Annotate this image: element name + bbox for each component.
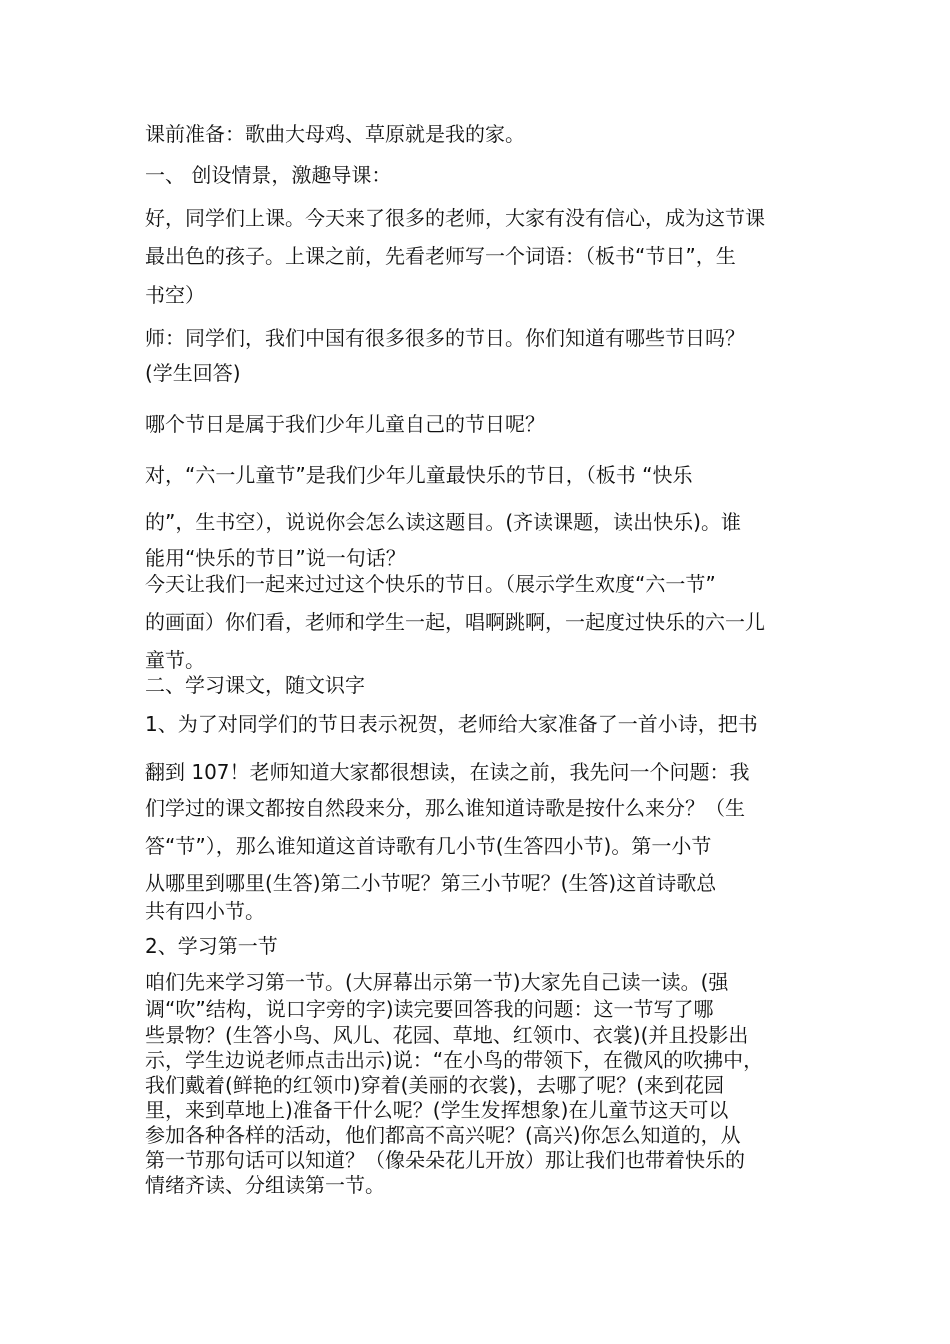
text-line: 从哪里到哪里(生答)第二小节呢？第三小节呢？(生答)这首诗歌总	[145, 871, 717, 895]
text-line: (学生回答)	[145, 361, 241, 385]
text-line: 咱们先来学习第一节。(大屏幕出示第一节)大家先自己读一读。(强	[145, 970, 729, 994]
text-line: 好，同学们上课。今天来了很多的老师，大家有没有信心，成为这节课	[145, 206, 765, 230]
text-line: 共有四小节。	[145, 899, 265, 923]
text-line: 对，“六一儿童节”是我们少年儿童最快乐的节日，（板书 “快乐	[145, 463, 693, 487]
text-line: 今天让我们一起来过过这个快乐的节日。（展示学生欢度“六一节”	[145, 572, 716, 596]
text-line: 哪个节日是属于我们少年儿童自己的节日呢？	[145, 412, 545, 436]
text-line: 答“节”），那么谁知道这首诗歌有几小节(生答四小节)。第一小节	[145, 834, 712, 858]
text-line: 示，学生边说老师点击出示)说：“在小鸟的带领下，在微风的吹拂中，	[145, 1048, 764, 1072]
section-heading-1: 一、 创设情景，激趣导课：	[145, 163, 392, 187]
subsection-heading: 2、学习第一节	[145, 934, 278, 958]
text-line: 最出色的孩子。上课之前，先看老师写一个词语：（板书“节日”，生	[145, 244, 736, 268]
text-line: 的画面）你们看，老师和学生一起，唱啊跳啊，一起度过快乐的六一儿	[145, 610, 765, 634]
text-line: 1、为了对同学们的节日表示祝贺，老师给大家准备了一首小诗，把书	[145, 712, 758, 736]
section-heading-2: 二、学习课文，随文识字	[145, 673, 365, 697]
text-line: 调“吹”结构，说口字旁的字)读完要回答我的问题：这一节写了哪	[145, 997, 714, 1021]
text-line: 些景物？(生答小鸟、风儿、花园、草地、红领巾、衣裳)(并且投影出	[145, 1023, 749, 1047]
text-line: 翻到 107！老师知道大家都很想读，在读之前，我先问一个问题：我	[145, 760, 750, 784]
text-line: 参加各种各样的活动，他们都高不高兴呢？(高兴)你怎么知道的，从	[145, 1123, 741, 1147]
text-line: 的”，生书空），说说你会怎么读这题目。(齐读课题，读出快乐)。谁	[145, 510, 741, 534]
prep-line: 课前准备：歌曲大母鸡、草原就是我的家。	[145, 122, 525, 146]
text-line: 能用“快乐的节日”说一句话？	[145, 546, 406, 570]
text-line: 童节。	[145, 648, 205, 672]
text-line: 情绪齐读、分组读第一节。	[145, 1173, 385, 1197]
text-line: 师：同学们，我们中国有很多很多的节日。你们知道有哪些节日吗？	[145, 326, 745, 350]
text-line: 我们戴着(鲜艳的红领巾)穿着(美丽的衣裳)，去哪了呢？(来到花园	[145, 1073, 725, 1097]
text-line: 们学过的课文都按自然段来分，那么谁知道诗歌是按什么来分？（生	[145, 796, 745, 820]
text-line: 书空）	[145, 283, 205, 307]
text-line: 里，来到草地上)准备干什么呢？(学生发挥想象)在儿童节这天可以	[145, 1098, 729, 1122]
text-line: 第一节那句话可以知道？（像朵朵花儿开放）那让我们也带着快乐的	[145, 1148, 745, 1172]
